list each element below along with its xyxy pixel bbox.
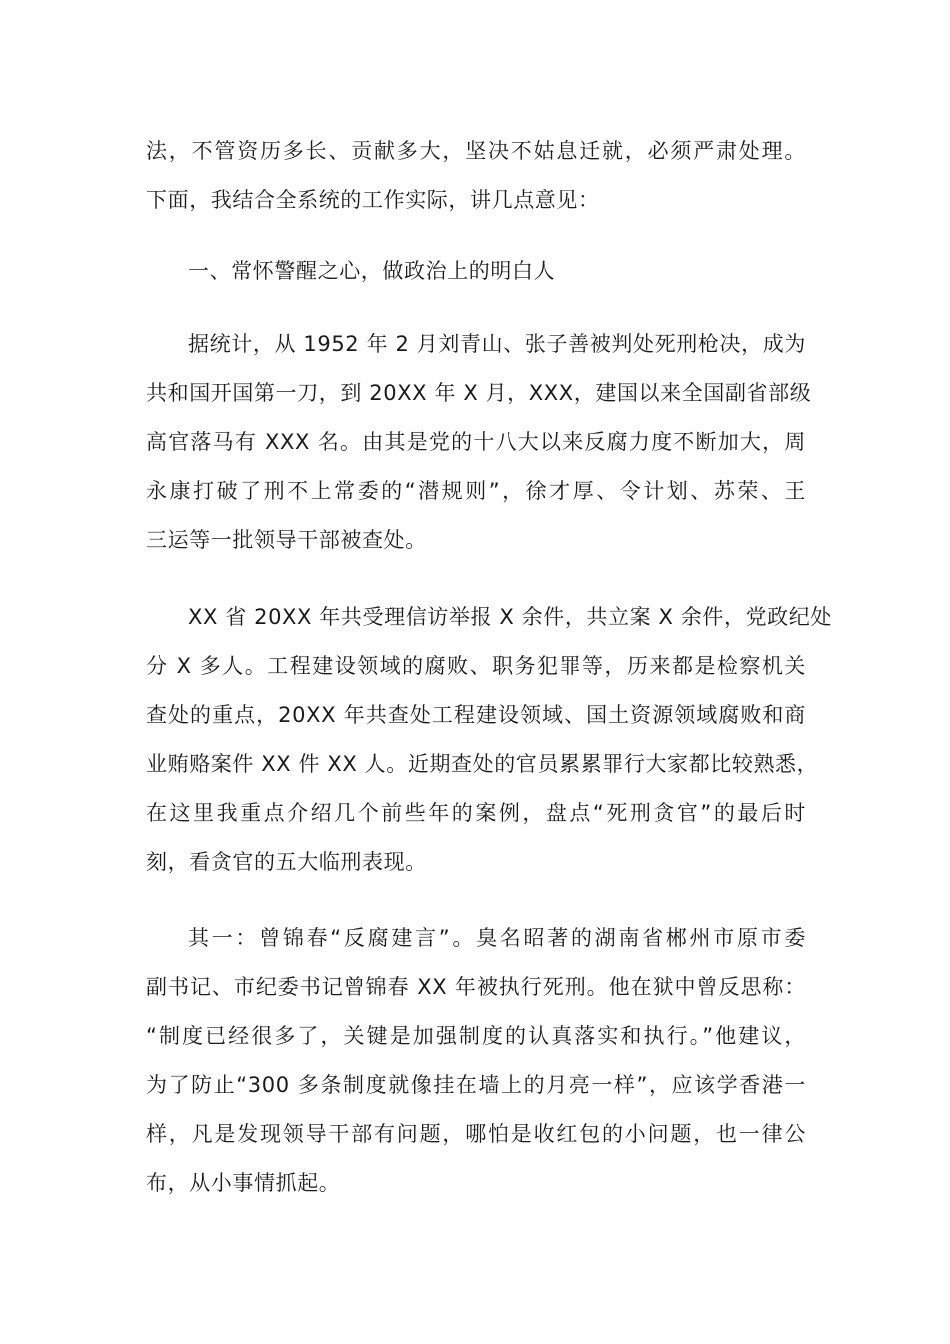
text-line: 样，凡是发现领导干部有问题，哪怕是收红包的小问题，也一律公 xyxy=(146,1122,806,1146)
text-line: 布，从小事情抓起。 xyxy=(146,1171,341,1195)
intro-paragraph xyxy=(146,127,806,225)
paragraph-statistics xyxy=(146,320,812,565)
paragraph-province-cases xyxy=(146,593,832,887)
text-line: 据统计，从 1952 年 2 月刘青山、张子善被判处死刑枪决，成为 xyxy=(188,332,806,356)
text-line: 查处的重点，20XX 年共查处工程建设领域、国土资源领域腐败和商 xyxy=(146,703,806,727)
text-line: 业贿赂案件 XX 件 XX 人。近期查处的官员累累罪行大家都比较熟悉， xyxy=(146,752,819,776)
text-line: 刻，看贪官的五大临刑表现。 xyxy=(146,850,427,874)
text-line: 三运等一批领导干部被查处。 xyxy=(146,528,427,552)
paragraph-case-one xyxy=(146,914,806,1208)
text-line: 副书记、市纪委书记曾锦春 XX 年被执行死刑。他在狱中曾反思称： xyxy=(146,975,806,999)
text-line: 共和国开国第一刀，到 20XX 年 X 月，XXX，建国以来全国副省部级 xyxy=(146,381,812,405)
text-line: “制度已经很多了，关键是加强制度的认真落实和执行。”他建议， xyxy=(146,1024,806,1048)
section-heading: 一、常怀警醒之心，做政治上的明白人 xyxy=(188,259,556,283)
text-line: 高官落马有 XXX 名。由其是党的十八大以来反腐力度不断加大，周 xyxy=(146,430,806,454)
text-line: 分 X 多人。工程建设领域的腐败、职务犯罪等，历来都是检察机关 xyxy=(146,654,806,678)
text-line: XX 省 20XX 年共受理信访举报 X 余件，共立案 X 余件，党政纪处 xyxy=(188,605,832,629)
text-line: 下面，我结合全系统的工作实际，讲几点意见： xyxy=(146,188,600,212)
text-line: 其一：曾锦春“反腐建言”。臭名昭著的湖南省郴州市原市委 xyxy=(188,926,806,950)
text-line: 为了防止“300 多条制度就像挂在墙上的月亮一样”，应该学香港一 xyxy=(146,1073,806,1097)
text-line: 法，不管资历多长、贡献多大，坚决不姑息迁就，必须严肃处理。 xyxy=(146,139,806,163)
text-line: 永康打破了刑不上常委的“潜规则”，徐才厚、令计划、苏荣、王 xyxy=(146,479,806,503)
text-line: 在这里我重点介绍几个前些年的案例，盘点“死刑贪官”的最后时 xyxy=(146,801,806,825)
